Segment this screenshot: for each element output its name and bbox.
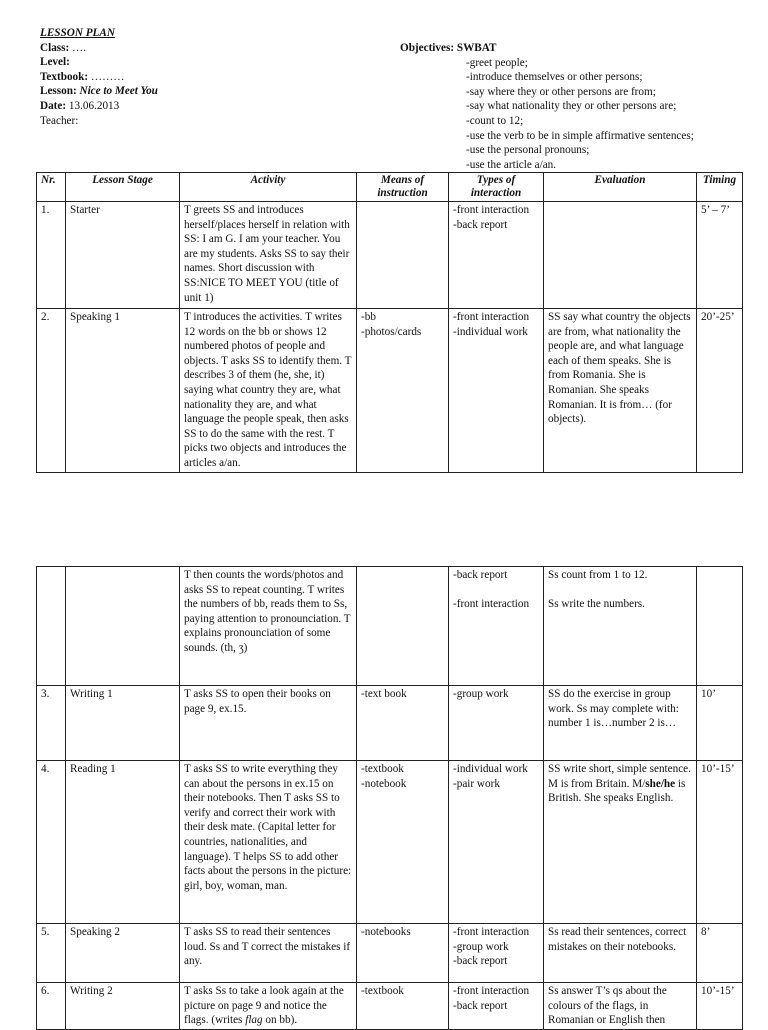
table-row bbox=[37, 761, 743, 924]
row-evaluation: SS say what country the objects are from, what nationality the people are, and what language each of them speaks. She is from Romania. She is Romanian. She speaks Romanian. It is from… (for objects). bbox=[544, 309, 697, 473]
row-timing: 8’ bbox=[697, 924, 743, 983]
interaction-line: -back report bbox=[453, 569, 508, 581]
row-timing: 5’ – 7’ bbox=[697, 202, 743, 309]
objective-item: -say what nationality they or other persons are; bbox=[466, 100, 677, 113]
row-stage: Speaking 2 bbox=[66, 924, 180, 983]
header-nr: Nr. bbox=[37, 173, 66, 202]
row-activity: T asks SS to read their sentences loud. Ss and T correct the mistakes if any. bbox=[180, 924, 357, 983]
textbook-line bbox=[40, 70, 370, 85]
row-stage: Reading 1 bbox=[66, 761, 180, 924]
objectives-title: Objectives: SWBAT bbox=[400, 42, 497, 54]
evaluation-line: Ss count from 1 to 12. bbox=[548, 569, 648, 581]
row-stage: Writing 1 bbox=[66, 686, 180, 761]
row-interaction: -front interaction -individual work bbox=[449, 309, 544, 473]
row-evaluation: SS do the exercise in group work. Ss may complete with: number 1 is…number 2 is… bbox=[544, 686, 697, 761]
row-means: -text book bbox=[357, 686, 449, 761]
table-row bbox=[37, 686, 743, 761]
table-row bbox=[37, 309, 743, 473]
row-means: -textbook bbox=[357, 983, 449, 1030]
row-timing: 10’ bbox=[697, 686, 743, 761]
row-nr: 5. bbox=[37, 924, 66, 983]
table-header-row bbox=[37, 173, 743, 202]
evaluation-text: is British. She speaks English. bbox=[548, 777, 686, 805]
row-evaluation bbox=[544, 567, 697, 686]
row-interaction: -group work bbox=[449, 686, 544, 761]
teacher-line bbox=[40, 114, 370, 129]
class-value: …. bbox=[69, 41, 86, 54]
row-interaction: -front interaction -back report bbox=[449, 202, 544, 309]
header-evaluation: Evaluation bbox=[544, 173, 697, 202]
row-interaction bbox=[449, 567, 544, 686]
row-evaluation: Ss answer T’s qs about the colours of the flags, in Romanian or English then bbox=[544, 983, 697, 1030]
header-stage: Lesson Stage bbox=[66, 173, 180, 202]
row-activity: T greets SS and introduces herself/places herself in relation with SS: I am G. I am your teacher. You are my students. Asks SS to say their names. Short discussion with SS:NICE TO MEET YOU (title of unit 1) bbox=[180, 202, 357, 309]
objective-item: -introduce themselves or other persons; bbox=[466, 71, 643, 84]
header-means: Means of instruction bbox=[357, 173, 449, 202]
row-activity: T asks SS to write everything they can about the persons in ex.15 on their notebooks. Then T asks SS to verify and correct their work with their desk mate. (Capital letter for countries, nationalities, and language). T helps SS to add other facts about the persons in the picture: girl, boy, woman, man. bbox=[180, 761, 357, 924]
activity-text: on bb). bbox=[262, 1014, 298, 1027]
date-value: 13.06.2013 bbox=[66, 99, 120, 112]
row-stage: Starter bbox=[66, 202, 180, 309]
row-timing: 20’-25’ bbox=[697, 309, 743, 473]
row-nr: 1. bbox=[37, 202, 66, 309]
evaluation-text: SS write short, simple sentence. M is from Britain. M/ bbox=[548, 763, 691, 790]
row-nr: 4. bbox=[37, 761, 66, 924]
table-row bbox=[37, 924, 743, 983]
class-label: Class: bbox=[40, 41, 70, 54]
objective-item: -use the personal pronouns; bbox=[466, 144, 590, 157]
textbook-label: Textbook: bbox=[40, 70, 89, 83]
table-row bbox=[37, 202, 743, 309]
activity-italic: flag bbox=[245, 1014, 263, 1027]
header-interaction: Types of interaction bbox=[449, 173, 544, 202]
row-activity bbox=[180, 983, 357, 1030]
row-interaction: -front interaction -back report bbox=[449, 983, 544, 1030]
row-nr: 6. bbox=[37, 983, 66, 1030]
row-stage: Writing 2 bbox=[66, 983, 180, 1030]
row-nr: 2. bbox=[37, 309, 66, 473]
header-activity: Activity bbox=[180, 173, 357, 202]
header-timing: Timing bbox=[697, 173, 743, 202]
lesson-line bbox=[40, 84, 370, 99]
row-evaluation bbox=[544, 202, 697, 309]
level-line bbox=[40, 55, 370, 70]
row-means: -bb -photos/cards bbox=[357, 309, 449, 473]
interaction-line: -front interaction bbox=[453, 597, 530, 610]
evaluation-bold: she/he bbox=[645, 777, 676, 790]
evaluation-line: Ss write the numbers. bbox=[548, 597, 645, 610]
class-line bbox=[40, 41, 370, 56]
lesson-value: Nice to Meet You bbox=[79, 85, 158, 98]
activity-text: T asks Ss to take a look again at the picture on page 9 and notice the flags. (writes bbox=[184, 985, 344, 1027]
date-line bbox=[40, 99, 370, 114]
level-label: Level: bbox=[40, 56, 70, 69]
row-nr: 3. bbox=[37, 686, 66, 761]
row-timing: 10’-15’ bbox=[697, 761, 743, 924]
objective-item: -use the verb to be in simple affirmative sentences; bbox=[466, 129, 694, 142]
objectives bbox=[400, 41, 740, 172]
lesson-header bbox=[40, 26, 370, 128]
objectives-list bbox=[400, 56, 740, 173]
teacher-label: Teacher: bbox=[40, 114, 79, 127]
date-label: Date: bbox=[40, 99, 67, 112]
row-timing: 10’-15’ bbox=[697, 983, 743, 1030]
row-activity: T then counts the words/photos and asks SS to repeat counting. T writes the numbers of bb, reads them to Ss, paying attention to pronounciation. T explains pronounciation of some sounds. (th, ʒ) bbox=[180, 567, 357, 686]
row-evaluation bbox=[544, 761, 697, 924]
row-means: -notebooks bbox=[357, 924, 449, 983]
row-interaction: -front interaction -group work -back report bbox=[449, 924, 544, 983]
lesson-label: Lesson: bbox=[40, 85, 77, 98]
objective-item: -use the article a/an. bbox=[466, 158, 557, 171]
lesson-table-part-2 bbox=[36, 566, 743, 1030]
objective-item: -greet people; bbox=[466, 56, 528, 69]
row-evaluation: Ss read their sentences, correct mistakes on their notebooks. bbox=[544, 924, 697, 983]
objective-item: -count to 12; bbox=[466, 114, 524, 127]
row-interaction: -individual work -pair work bbox=[449, 761, 544, 924]
document-title: LESSON PLAN bbox=[40, 27, 115, 39]
textbook-value: ……… bbox=[88, 70, 125, 83]
table-row-continued bbox=[37, 567, 743, 686]
row-activity: T asks SS to open their books on page 9, ex.15. bbox=[180, 686, 357, 761]
row-means: -textbook -notebook bbox=[357, 761, 449, 924]
table-row bbox=[37, 983, 743, 1030]
row-activity: T introduces the activities. T writes 12 words on the bb or shows 12 numbered photos of people and objects. T asks SS to identify them. T describes 3 of them (he, she, it) saying what country they are, what nationality they are, and what language the people speak, then asks SS to do the same with the rest. T picks two objects and introduces the articles a/an. bbox=[180, 309, 357, 473]
row-means bbox=[357, 202, 449, 309]
objective-item: -say where they or other persons are from; bbox=[466, 85, 656, 98]
row-stage: Speaking 1 bbox=[66, 309, 180, 473]
lesson-table-part-1 bbox=[36, 172, 743, 473]
